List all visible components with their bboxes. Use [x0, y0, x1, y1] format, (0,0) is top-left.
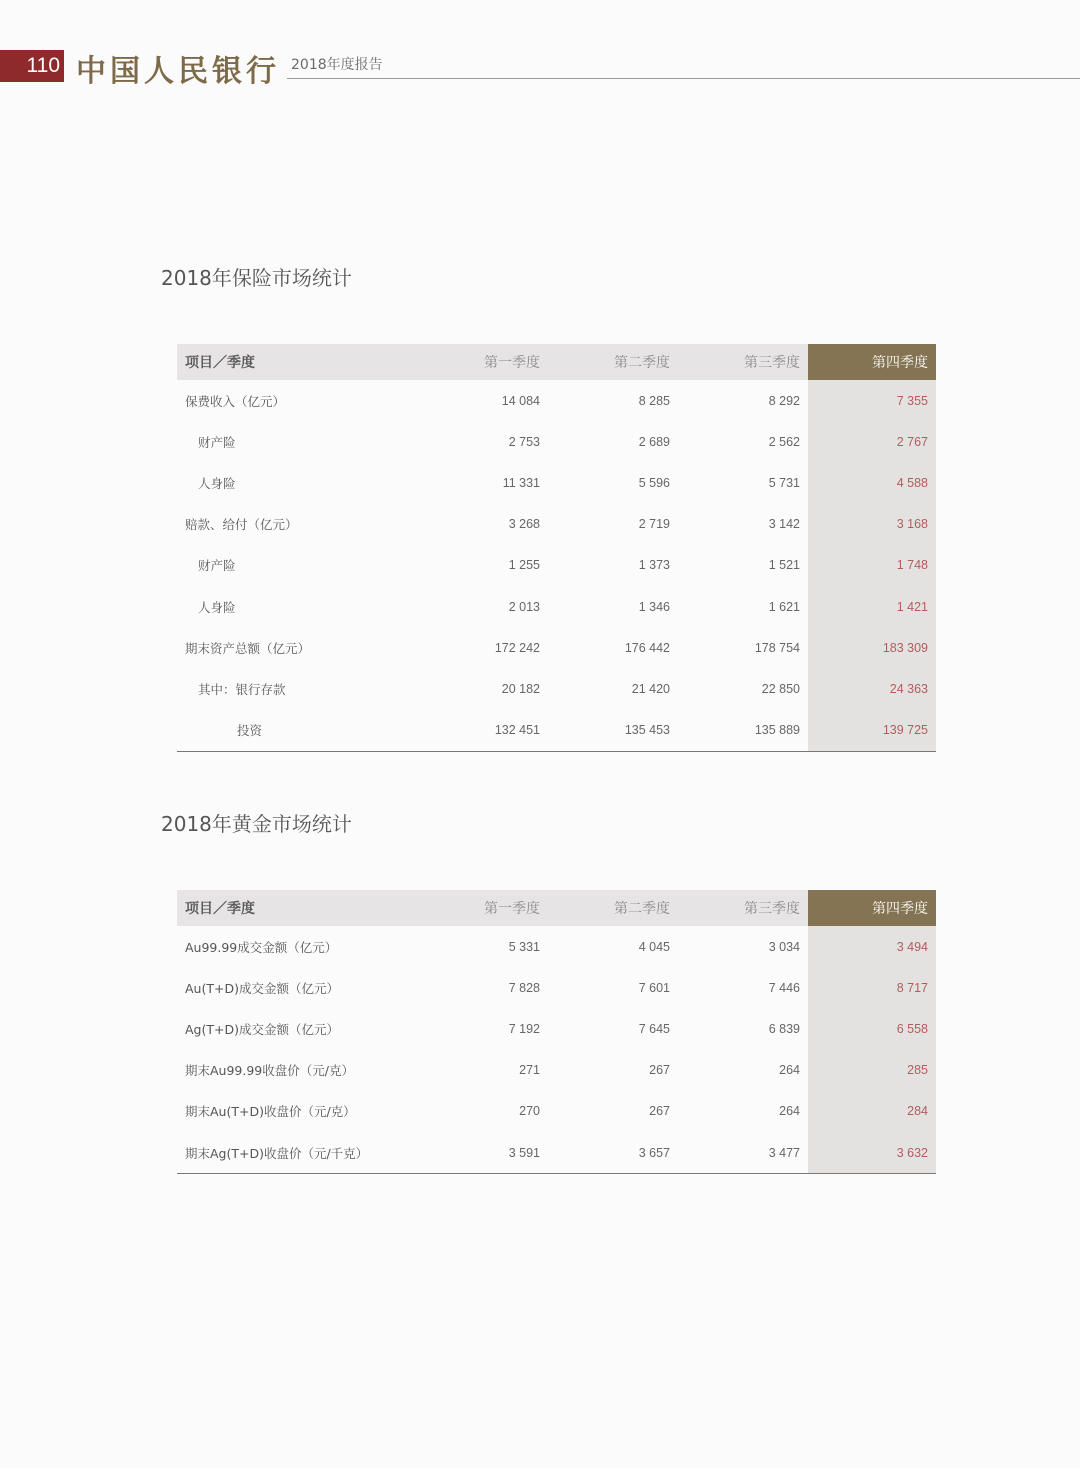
cell-q4: 24 363	[808, 668, 936, 709]
cell-q2: 1 373	[638, 558, 670, 573]
cell-q1: 270	[519, 1104, 540, 1119]
cell-q4: 183 309	[808, 627, 936, 668]
bank-logo-text: 中国人民银行	[76, 54, 280, 89]
column-header-q4: 第四季度	[808, 890, 936, 926]
table-row	[177, 1008, 936, 1049]
cell-q4: 1 421	[808, 586, 936, 627]
cell-q4: 7 355	[808, 380, 936, 421]
cell-q1: 20 182	[501, 681, 540, 696]
cell-q1: 172 242	[494, 640, 540, 655]
report-name: 2018年度报告	[291, 57, 383, 73]
insurance-section-title: 2018年保险市场统计	[161, 266, 352, 290]
table-row	[177, 421, 936, 462]
row-label: 财产险	[198, 434, 236, 450]
table-row	[177, 1091, 936, 1132]
cell-q3: 22 850	[761, 681, 800, 696]
column-header-q1: 第一季度	[418, 344, 548, 380]
row-label: Au99.99成交金额（亿元）	[185, 939, 338, 955]
column-header-q2: 第二季度	[548, 344, 678, 380]
table-row	[177, 1132, 936, 1174]
table-row	[177, 967, 936, 1008]
cell-q2: 267	[649, 1063, 670, 1078]
table-row	[177, 926, 936, 967]
cell-q2: 135 453	[548, 710, 678, 752]
row-label: Ag(T+D)成交金额（亿元）	[185, 1021, 339, 1037]
row-label: 投资	[177, 710, 418, 752]
cell-q4: 1 748	[808, 545, 936, 586]
cell-q3: 1 621	[768, 599, 800, 614]
column-header-q3: 第三季度	[678, 344, 808, 380]
cell-q1: 14 084	[501, 393, 540, 408]
row-label: 期末Au(T+D)收盘价（元/克）	[185, 1104, 356, 1120]
cell-q4: 139 725	[808, 710, 936, 752]
column-header-q2: 第二季度	[548, 890, 678, 926]
cell-q3: 178 754	[754, 640, 800, 655]
table-row	[177, 710, 936, 752]
cell-q4: 3 494	[808, 926, 936, 967]
page-header	[0, 50, 1080, 89]
cell-q2: 4 045	[638, 939, 670, 954]
cell-q3: 7 446	[768, 980, 800, 995]
insurance-table	[177, 344, 936, 752]
row-label: 赔款、给付（亿元）	[185, 517, 298, 533]
table-row	[177, 586, 936, 627]
row-label: 保费收入（亿元）	[185, 393, 286, 409]
cell-q1: 7 192	[508, 1021, 540, 1036]
table-row	[177, 380, 936, 421]
cell-q1: 3 268	[508, 517, 540, 532]
cell-q1: 3 591	[418, 1132, 548, 1174]
cell-q2: 1 346	[638, 599, 670, 614]
gold-section-title: 2018年黄金市场统计	[161, 812, 352, 836]
table-row	[177, 462, 936, 503]
column-header-q3: 第三季度	[678, 890, 808, 926]
table-row	[177, 668, 936, 709]
cell-q1: 271	[519, 1063, 540, 1078]
cell-q2: 2 719	[638, 517, 670, 532]
cell-q3: 3 477	[678, 1132, 808, 1174]
cell-q3: 3 142	[768, 517, 800, 532]
cell-q1: 132 451	[418, 710, 548, 752]
cell-q3: 3 034	[768, 939, 800, 954]
table-row	[177, 627, 936, 668]
cell-q1: 2 013	[508, 599, 540, 614]
cell-q4: 4 588	[808, 462, 936, 503]
cell-q2: 21 420	[631, 681, 670, 696]
cell-q1: 7 828	[508, 980, 540, 995]
row-label: 期末Au99.99收盘价（元/克）	[185, 1063, 354, 1079]
cell-q4: 6 558	[808, 1008, 936, 1049]
cell-q3: 6 839	[768, 1021, 800, 1036]
cell-q3: 2 562	[768, 434, 800, 449]
cell-q2: 176 442	[624, 640, 670, 655]
cell-q3: 264	[779, 1063, 800, 1078]
table-row	[177, 545, 936, 586]
table-row	[177, 1050, 936, 1091]
cell-q1: 11 331	[502, 475, 540, 490]
cell-q2: 3 657	[548, 1132, 678, 1174]
cell-q4: 284	[808, 1091, 936, 1132]
cell-q2: 8 285	[638, 393, 670, 408]
table-row	[177, 504, 936, 545]
cell-q2: 7 645	[638, 1021, 670, 1036]
table-header-row	[177, 344, 936, 380]
cell-q4: 3 168	[808, 504, 936, 545]
column-header-item: 项目／季度	[177, 344, 418, 380]
row-label: 其中：银行存款	[198, 681, 286, 697]
cell-q1: 2 753	[508, 434, 540, 449]
column-header-item: 项目／季度	[177, 890, 418, 926]
cell-q3: 1 521	[768, 558, 800, 573]
row-label: Au(T+D)成交金额（亿元）	[185, 980, 339, 996]
cell-q2: 5 596	[638, 475, 670, 490]
column-header-q4: 第四季度	[808, 344, 936, 380]
cell-q3: 8 292	[768, 393, 800, 408]
cell-q3: 5 731	[768, 475, 800, 490]
page-number: 110	[0, 50, 64, 82]
gold-table	[177, 890, 936, 1174]
cell-q4: 2 767	[808, 421, 936, 462]
row-label: 财产险	[198, 558, 236, 574]
cell-q1: 5 331	[508, 939, 540, 954]
cell-q4: 285	[808, 1050, 936, 1091]
table-header-row	[177, 890, 936, 926]
cell-q2: 7 601	[638, 980, 670, 995]
row-label: 人身险	[198, 599, 236, 615]
cell-q4: 8 717	[808, 967, 936, 1008]
column-header-q1: 第一季度	[418, 890, 548, 926]
row-label: 人身险	[198, 475, 236, 491]
cell-q2: 267	[649, 1104, 670, 1119]
header-divider	[287, 78, 1080, 79]
cell-q1: 1 255	[508, 558, 540, 573]
cell-q3: 135 889	[678, 710, 808, 752]
cell-q4: 3 632	[808, 1132, 936, 1174]
row-label: 期末Ag(T+D)收盘价（元/千克）	[177, 1132, 418, 1174]
cell-q3: 264	[779, 1104, 800, 1119]
cell-q2: 2 689	[638, 434, 670, 449]
row-label: 期末资产总额（亿元）	[185, 640, 311, 656]
